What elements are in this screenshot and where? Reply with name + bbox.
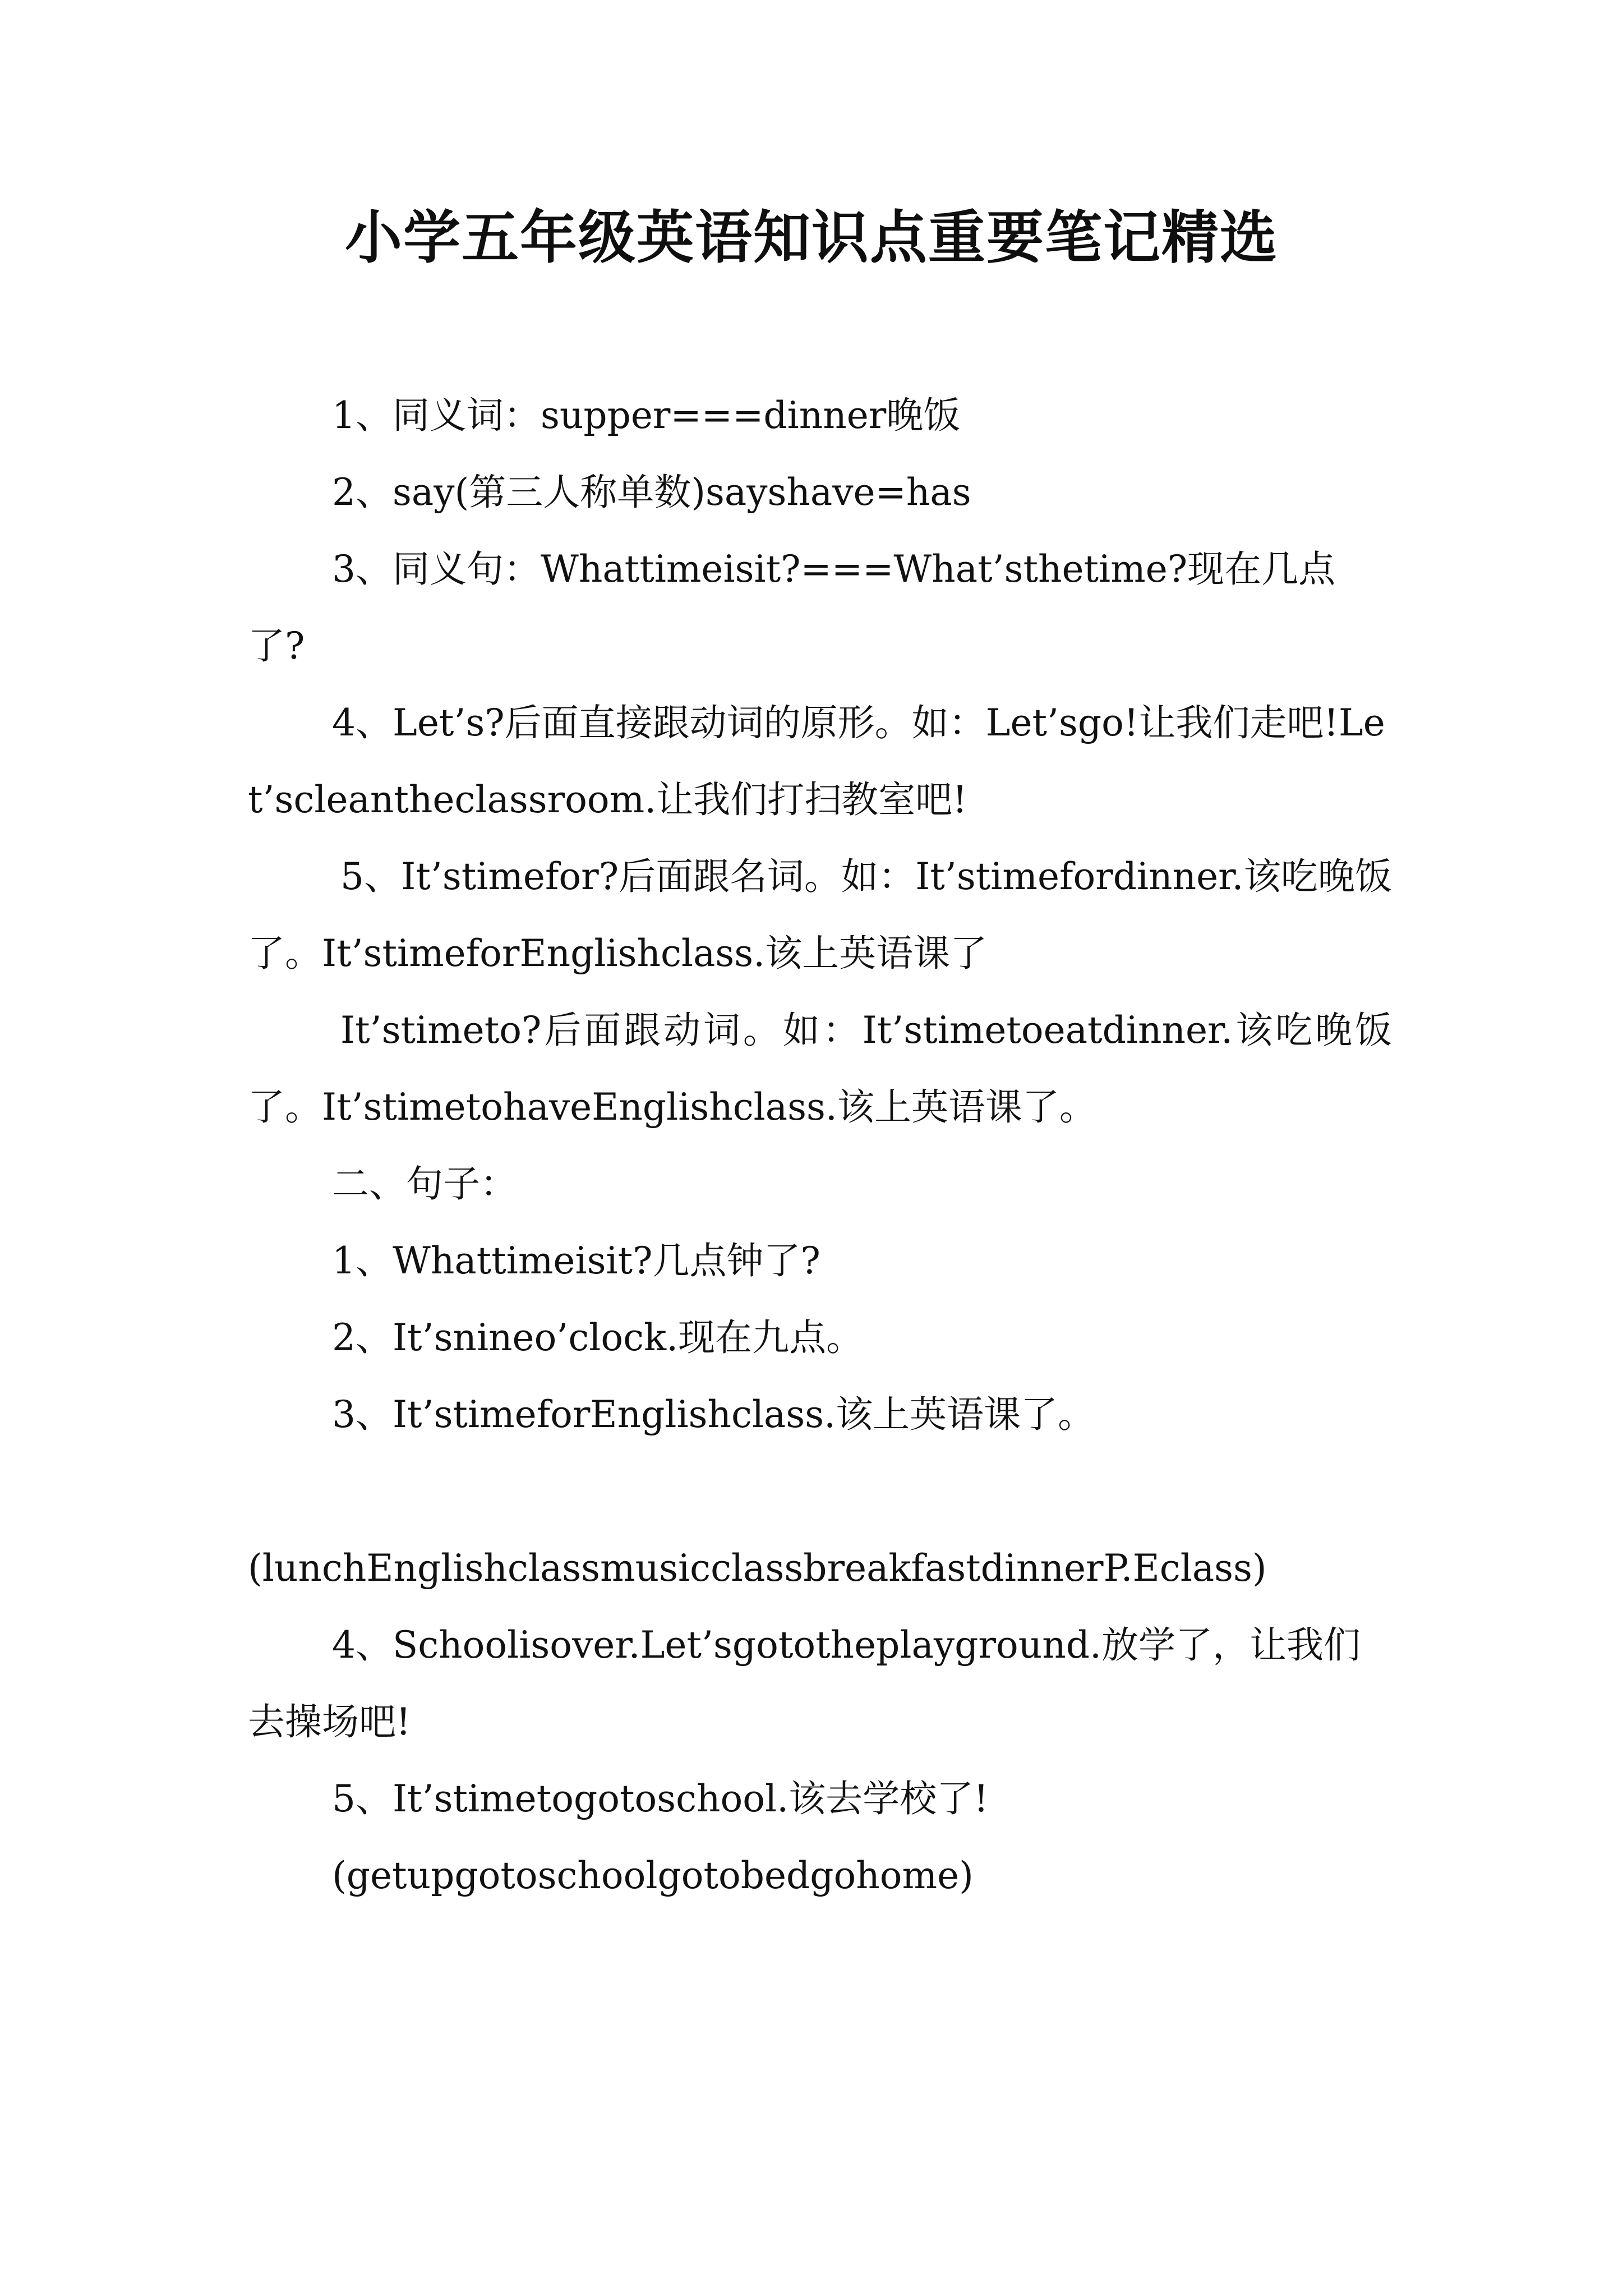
note-time-for: 5、It’stimefor?后面跟名词。如：It’stimefordinner.该吃晚饭了。It’stimeforEnglishclass.该上英语课了 — [248, 855, 1392, 975]
sentence-2: 2、It’snineo’clock.现在九点。 — [332, 1316, 864, 1359]
note-synonym-sentence: 3、同义句：Whattimeisit?===What’sthetime?现在几点了? — [248, 547, 1336, 668]
note-third-person: 2、say(第三人称单数)sayshave=has — [332, 471, 971, 514]
note-time-to: It’stimeto?后面跟动词。如：It’stimetoeatdinner.该吃晚饭了。It’stimetohaveEnglishclass.该上英语课了。 — [248, 1009, 1392, 1129]
document-body — [248, 377, 1392, 1914]
sentence-4: 4、Schoolisover.Let’sgototheplayground.放学了，让我们去操场吧! — [248, 1623, 1361, 1743]
note-synonym-word: 1、同义词：supper===dinner晚饭 — [332, 394, 961, 437]
section-heading-sentences: 二、句子： — [332, 1162, 517, 1205]
sentence-3: 3、It’stimeforEnglishclass.该上英语课了。 — [332, 1393, 1095, 1436]
sentence-3-options: (lunchEnglishclassmusicclassbreakfastdinnerP.Eclass) — [248, 1547, 1267, 1590]
sentence-5-options: (getupgotoschoolgotobedgohome) — [332, 1854, 974, 1897]
document-title: 小学五年级英语知识点重要笔记精选 — [345, 205, 1278, 272]
sentence-1: 1、Whattimeisit?几点钟了? — [332, 1239, 820, 1282]
sentence-5: 5、It’stimetogotoschool.该去学校了! — [332, 1777, 989, 1820]
note-lets: 4、Let’s?后面直接跟动词的原形。如：Let’sgo!让我们走吧!Let’scleantheclassroom.让我们打扫教室吧! — [248, 701, 1385, 821]
